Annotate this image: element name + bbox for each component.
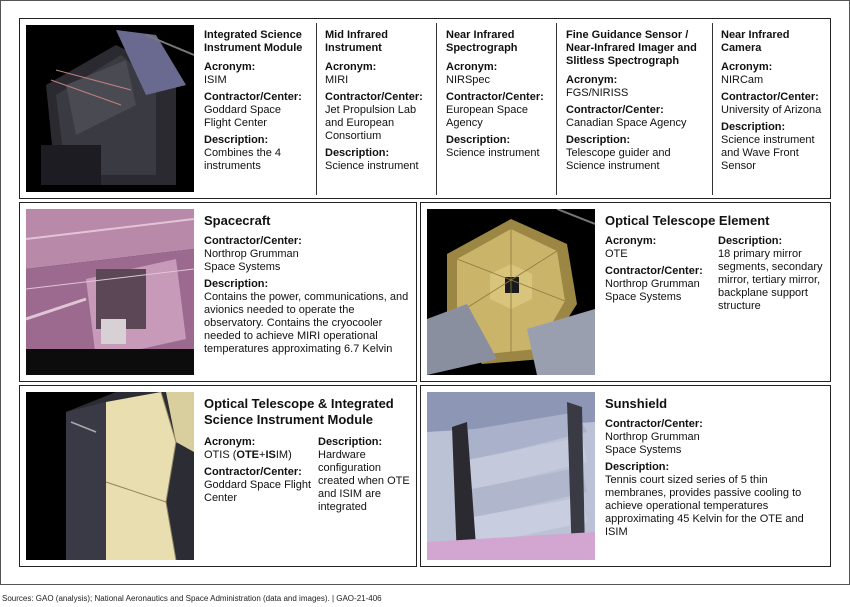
ote-description-label: Description: <box>718 235 783 247</box>
otis-description: Hardware configuration created when OTE and ISIM are integrated <box>318 449 410 513</box>
sunshield-contractor-label: Contractor/Center: <box>605 418 703 430</box>
spacecraft-text <box>204 213 410 356</box>
fgs-niriss-column <box>566 29 706 173</box>
otis-acronym-is: IS <box>265 449 276 461</box>
otis-text-left <box>204 432 314 505</box>
otis-panel <box>19 385 417 567</box>
nircam-acronym-label: Acronym: <box>721 61 773 73</box>
isim-contractor-label: Contractor/Center: <box>204 91 302 103</box>
otis-text-right <box>318 432 410 514</box>
nircam-description: Science instrument and Wave Front Sensor <box>721 134 815 172</box>
column-divider <box>316 23 317 195</box>
sunshield-panel <box>420 385 831 567</box>
sunshield-description: Tennis court sized series of 5 thin membranes, provides passive cooling to achieve operational temperatures approximating 45 Kelvin for the OTE and ISIM <box>605 474 804 538</box>
ote-title: Optical Telescope Element <box>605 213 770 228</box>
sunshield-contractor: Northrop Grumman Space Systems <box>605 431 700 456</box>
otis-acronym <box>204 449 314 462</box>
isim-description: Combines the 4 instruments <box>204 147 282 172</box>
fgs-niriss-description: Telescope guider and Science instrument <box>566 147 671 172</box>
column-divider <box>436 23 437 195</box>
nircam-column <box>721 29 827 173</box>
ote-image <box>427 209 595 375</box>
ote-contractor: Northrop Grumman Space Systems <box>605 278 700 303</box>
isim-acronym-label: Acronym: <box>204 61 256 73</box>
nirspec-description-label: Description: <box>446 134 511 146</box>
isim-title: Integrated Science Instrument Module <box>204 29 303 54</box>
nircam-contractor-label: Contractor/Center: <box>721 91 819 103</box>
isim-image <box>26 25 194 192</box>
ote-panel <box>420 202 831 382</box>
spacecraft-image <box>26 209 194 375</box>
miri-acronym: MIRI <box>325 74 349 86</box>
ote-acronym-label: Acronym: <box>605 235 657 247</box>
miri-title: Mid Infrared Instrument <box>325 29 388 54</box>
otis-image <box>26 392 194 560</box>
spacecraft-description-label: Description: <box>204 278 269 290</box>
nircam-title: Near Infrared Camera <box>721 29 790 54</box>
miri-contractor: Jet Propulsion Lab and European Consortium <box>325 104 417 142</box>
miri-description-label: Description: <box>325 147 390 159</box>
ote-acronym: OTE <box>605 248 628 260</box>
isim-acronym: ISIM <box>204 74 227 86</box>
sunshield-title: Sunshield <box>605 396 668 411</box>
instruments-panel <box>19 18 831 199</box>
otis-contractor-label: Contractor/Center: <box>204 466 302 478</box>
spacecraft-panel <box>19 202 417 382</box>
isim-contractor: Goddard Space Flight Center <box>204 104 282 129</box>
otis-text <box>204 396 410 428</box>
sunshield-description-label: Description: <box>605 461 670 473</box>
miri-description: Science instrument <box>325 160 419 172</box>
otis-title: Optical Telescope & Integrated Science Instrument Module <box>204 396 394 427</box>
fgs-niriss-description-label: Description: <box>566 134 631 146</box>
nirspec-column <box>446 29 551 160</box>
column-divider <box>556 23 557 195</box>
otis-acronym-ote: OTE <box>236 449 260 461</box>
spacecraft-contractor: Northrop Grumman Space Systems <box>204 248 299 273</box>
otis-contractor: Goddard Space Flight Center <box>204 479 312 504</box>
spacecraft-description: Contains the power, communications, and avionics needed to operate the observatory. Contains the cryocooler needed to achieve MIRI operational temperatures approximating 6.7 Kelvin <box>204 291 409 355</box>
ote-description: 18 primary mirror segments, secondary mirror, tertiary mirror, backplane support structure <box>718 248 823 312</box>
nircam-acronym: NIRCam <box>721 74 764 86</box>
nirspec-title: Near Infrared Spectrograph <box>446 29 518 54</box>
ote-text-right <box>718 233 823 313</box>
fgs-niriss-contractor: Canadian Space Agency <box>566 117 687 129</box>
nircam-contractor: University of Arizona <box>721 104 822 116</box>
source-footer: Sources: GAO (analysis); National Aeronautics and Space Administration (data and images). | GAO-21-406 <box>2 594 382 603</box>
fgs-niriss-title: Fine Guidance Sensor / Near-Infrared Imager and Slitless Spectrograph <box>566 29 697 67</box>
otis-acronym-plus: + <box>259 449 266 461</box>
nircam-description-label: Description: <box>721 121 786 133</box>
isim-column <box>204 29 309 173</box>
spacecraft-contractor-label: Contractor/Center: <box>204 235 302 247</box>
fgs-niriss-acronym: FGS/NIRISS <box>566 87 629 99</box>
nirspec-description: Science instrument <box>446 147 540 159</box>
otis-acronym-prefix: OTIS ( <box>204 449 237 461</box>
nirspec-contractor: European Space Agency <box>446 104 528 129</box>
nirspec-acronym-label: Acronym: <box>446 61 498 73</box>
miri-column <box>325 29 435 173</box>
nirspec-acronym: NIRSpec <box>446 74 491 86</box>
miri-acronym-label: Acronym: <box>325 61 377 73</box>
fgs-niriss-contractor-label: Contractor/Center: <box>566 104 664 116</box>
sunshield-text <box>605 396 820 539</box>
isim-description-label: Description: <box>204 134 269 146</box>
otis-acronym-label: Acronym: <box>204 436 256 448</box>
nirspec-contractor-label: Contractor/Center: <box>446 91 544 103</box>
miri-contractor-label: Contractor/Center: <box>325 91 423 103</box>
otis-acronym-suffix: IM) <box>275 449 292 461</box>
sunshield-image <box>427 392 595 560</box>
column-divider <box>712 23 713 195</box>
fgs-niriss-acronym-label: Acronym: <box>566 74 618 86</box>
ote-contractor-label: Contractor/Center: <box>605 265 703 277</box>
spacecraft-title: Spacecraft <box>204 213 271 228</box>
otis-description-label: Description: <box>318 436 383 448</box>
